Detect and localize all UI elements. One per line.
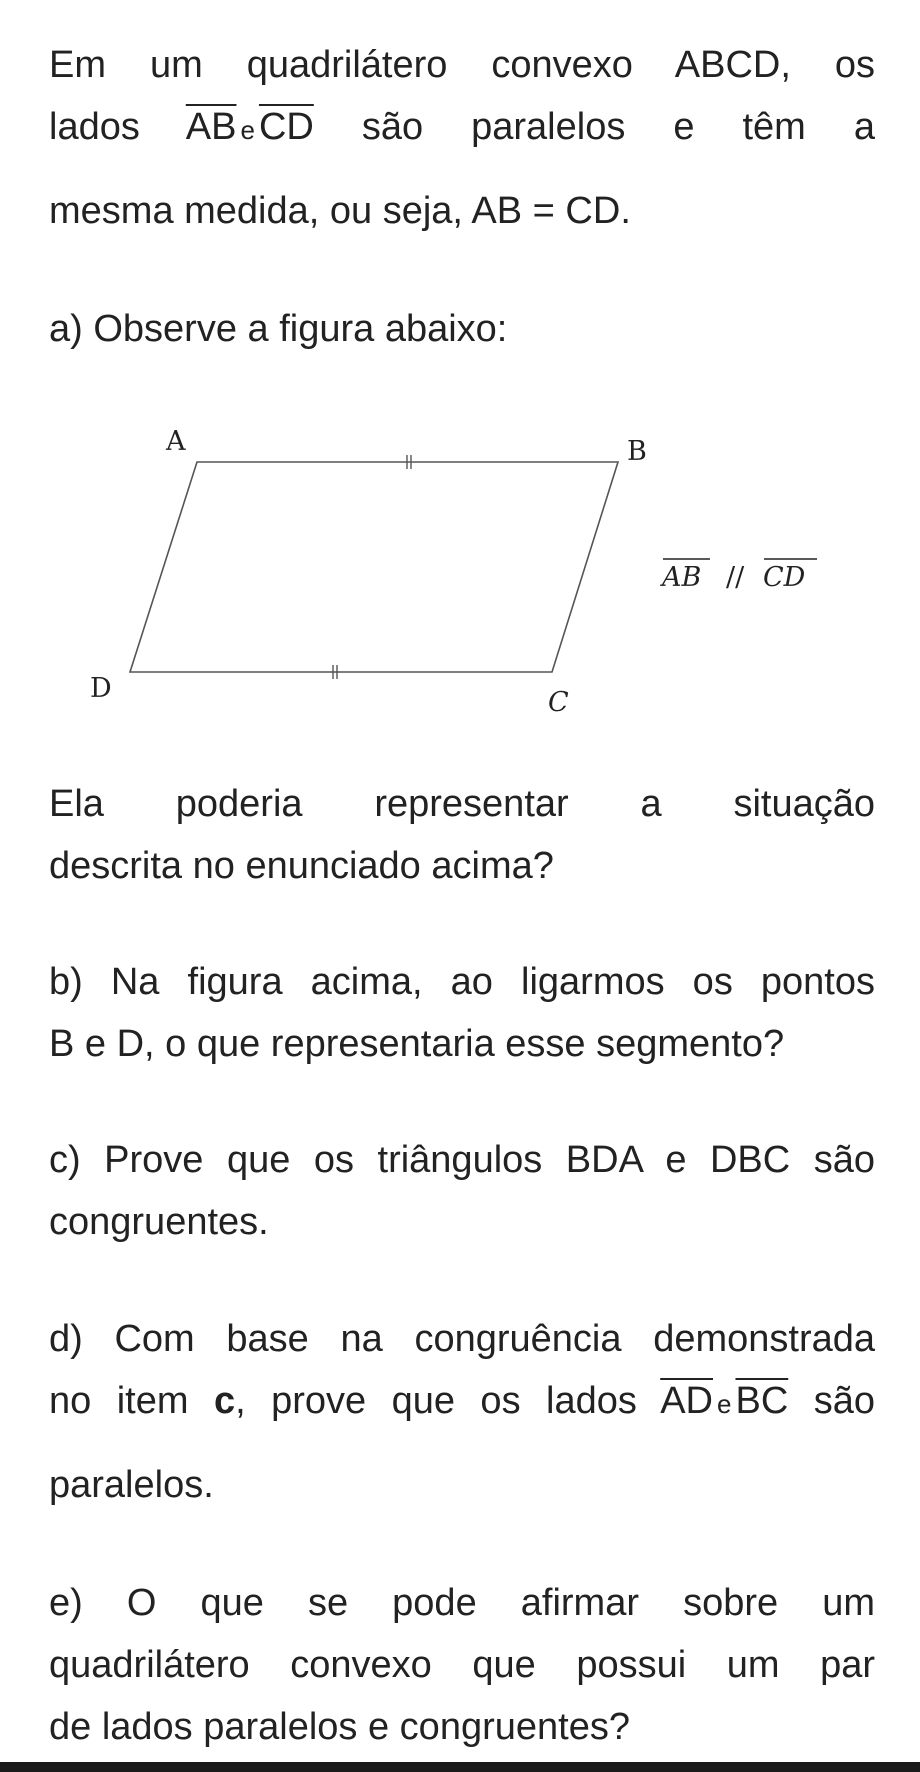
vertex-label-d: D	[90, 673, 112, 704]
item-b-line-2: B e D, o que representaria esse segmento?	[49, 1023, 785, 1065]
item-a-line-1: Ela poderia representar a situação	[49, 783, 875, 825]
vertex-label-a: A	[166, 426, 186, 457]
item-d-text-mid: , prove que os lados	[235, 1380, 637, 1422]
vertex-label-c: C	[548, 687, 569, 718]
item-a-line-2: descrita no enunciado acima?	[49, 845, 554, 887]
parallel-notation	[659, 559, 817, 593]
segment-bc-label: $\overline{BC}$	[735, 1380, 789, 1422]
segment-cd-label: $\overline{CD}$	[258, 106, 314, 148]
item-d-line-2	[49, 1370, 875, 1432]
item-d-ref-c	[214, 1380, 637, 1422]
item-d-text-pre: no item	[49, 1380, 189, 1422]
item-d-text-post: são	[813, 1380, 875, 1422]
intro-line-3: mesma medida, ou seja, AB = CD.	[49, 190, 631, 232]
item-e-line-3: de lados paralelos e congruentes?	[49, 1706, 630, 1748]
item-a-heading	[49, 298, 875, 360]
item-d-bold-c: c	[213, 1380, 236, 1422]
parallel-symbol: //	[726, 562, 745, 593]
parallel-cd: CD	[763, 562, 806, 593]
segment-ad-label: $\overline{AD}$	[660, 1380, 713, 1422]
intro-lados: lados	[49, 106, 140, 148]
segment-ab-label: $\overline{AB}$	[185, 106, 237, 148]
intro-line-2	[49, 96, 875, 158]
segments-ad-bc	[660, 1380, 788, 1422]
parallelogram-figure	[80, 420, 840, 720]
item-d-line-3: paralelos.	[49, 1464, 214, 1506]
parallelogram-shape	[130, 462, 618, 672]
item-c	[49, 1129, 875, 1253]
item-c-line-2: congruentes.	[49, 1201, 269, 1243]
item-c-line-1: c) Prove que os triângulos BDA e DBC são	[49, 1139, 875, 1181]
item-e-line-1: e) O que se pode afirmar sobre um	[49, 1582, 875, 1624]
item-b	[49, 951, 875, 1075]
parallel-ab: AB	[662, 562, 702, 593]
item-a-heading-text: a) Observe a figura abaixo:	[49, 308, 508, 350]
item-e-line-2: quadrilátero convexo que possui um par	[49, 1644, 875, 1686]
conjunction-e-d: e	[717, 1389, 732, 1419]
segment-ab	[186, 106, 314, 148]
item-a-question	[49, 773, 875, 897]
conjunction-e: e	[240, 115, 255, 145]
item-b-line-1: b) Na figura acima, ao ligarmos os pontos	[49, 961, 875, 1003]
item-d-line-1: d) Com base na congruência demonstrada	[49, 1318, 875, 1360]
vertex-label-b: B	[627, 436, 647, 467]
intro-paragraph	[49, 34, 875, 242]
item-d	[49, 1308, 875, 1516]
intro-line-2-rest: são paralelos e têm a	[361, 106, 875, 148]
item-e	[49, 1572, 875, 1758]
bottom-bar	[0, 1762, 920, 1772]
intro-line-1: Em um quadrilátero convexo ABCD, os	[49, 44, 875, 86]
